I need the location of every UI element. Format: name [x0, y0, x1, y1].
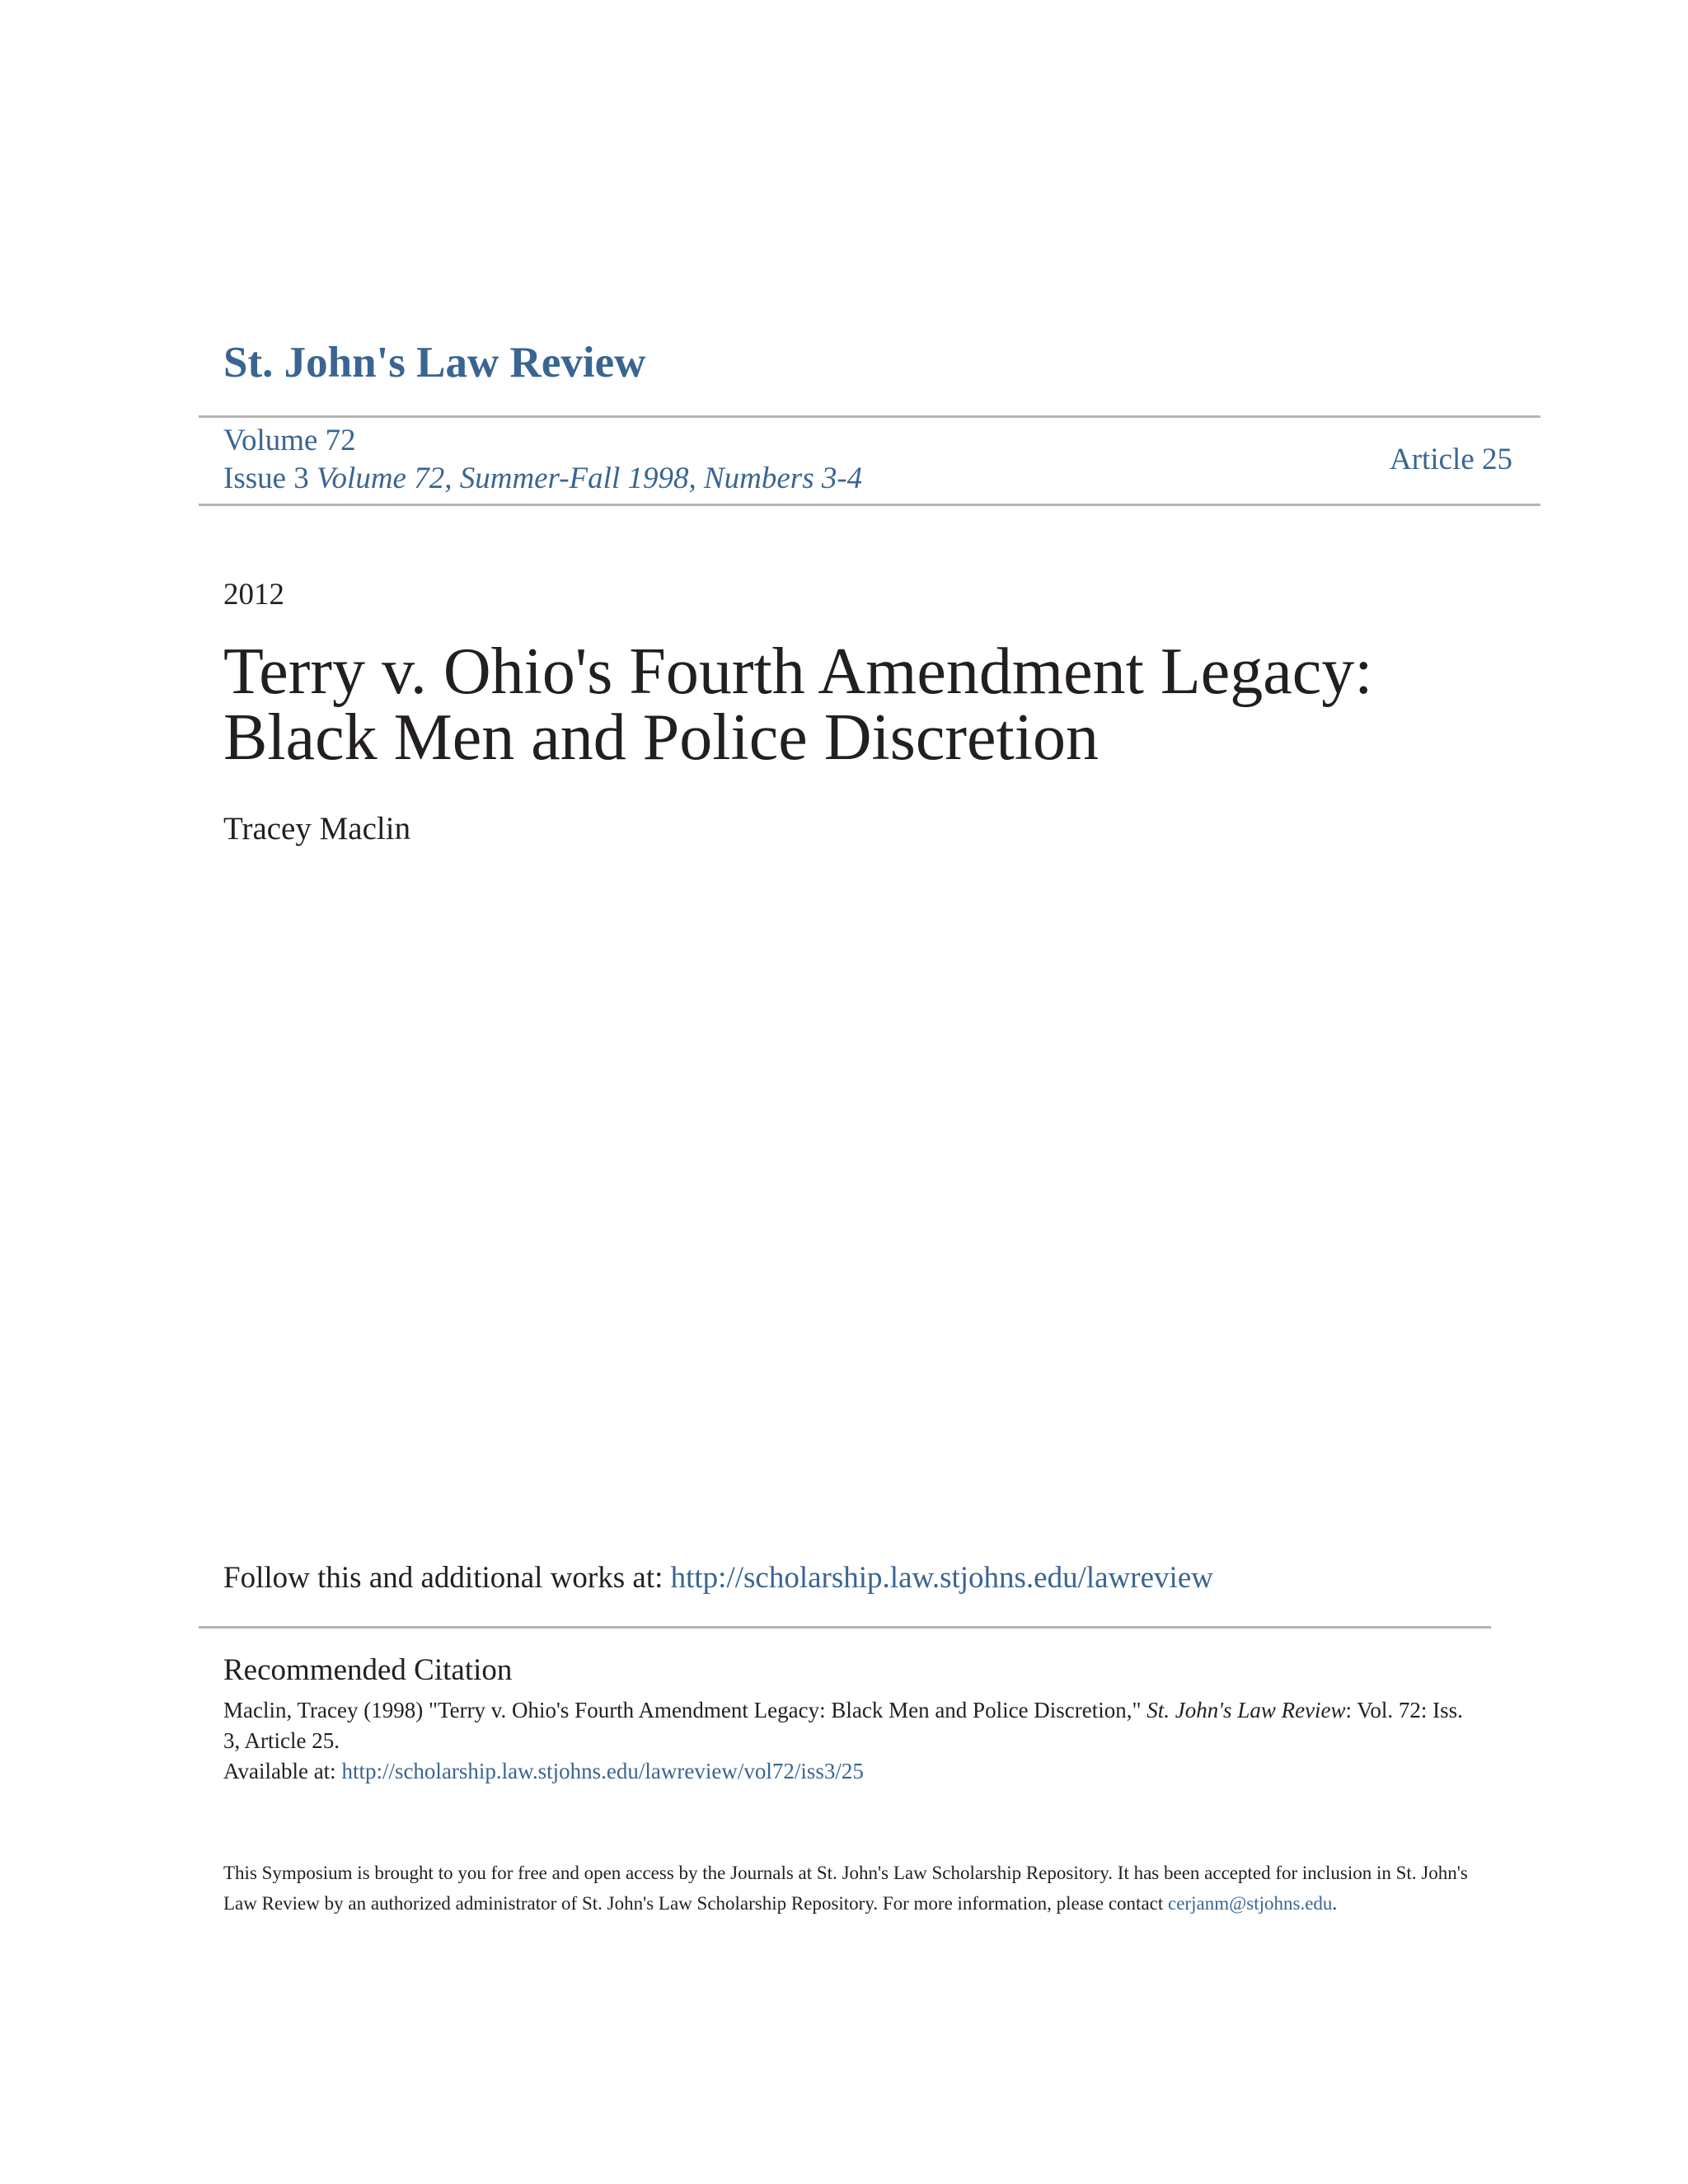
author-name: Tracey Maclin: [223, 811, 411, 846]
citation-volume: : Vol. 72: Iss. 3, Article 25.: [223, 1698, 1463, 1753]
repository-notice: [223, 1858, 1476, 1919]
available-label: Available at:: [223, 1759, 342, 1783]
header-top-divider: [199, 415, 1540, 418]
volume-link[interactable]: Volume 72: [223, 424, 356, 457]
contact-email-link[interactable]: cerjanm@stjohns.edu: [1168, 1893, 1333, 1914]
publication-year: 2012: [223, 578, 284, 612]
citation-journal: St. John's Law Review: [1146, 1698, 1346, 1722]
issue-title-link[interactable]: Volume 72, Summer-Fall 1998, Numbers 3-4: [316, 462, 863, 495]
citation-divider: [199, 1626, 1491, 1629]
follow-label: Follow this and additional works at:: [223, 1561, 671, 1595]
citation-heading: Recommended Citation: [223, 1653, 513, 1687]
notice-end: .: [1332, 1893, 1338, 1914]
notice-text: This Symposium is brought to you for free and open access by the Journals at St. John's Law Scholarship Repository. It has been accepted for inclusion in St. John's Law Review by an authorized administrator of St. John's Law Scholarship Repository. For more information, please contact: [223, 1863, 1468, 1914]
citation-body: Maclin, Tracey (1998) "Terry v. Ohio's Fourth Amendment Legacy: Black Men and Police Discretion,": [223, 1698, 1147, 1722]
issue-line: [223, 461, 862, 496]
article-url-link[interactable]: http://scholarship.law.stjohns.edu/lawreview/vol72/iss3/25: [341, 1759, 864, 1783]
issue-link[interactable]: Issue 3: [223, 462, 309, 495]
lawreview-link[interactable]: http://scholarship.law.stjohns.edu/lawreview: [670, 1561, 1213, 1595]
citation-text: [223, 1695, 1476, 1787]
header-bottom-divider: [199, 504, 1540, 506]
article-title: Terry v. Ohio's Fourth Amendment Legacy: Black Men and Police Discretion: [223, 635, 1373, 774]
follow-line: [223, 1560, 1213, 1596]
article-number[interactable]: Article 25: [1390, 443, 1512, 476]
journal-title[interactable]: St. John's Law Review: [223, 339, 646, 387]
